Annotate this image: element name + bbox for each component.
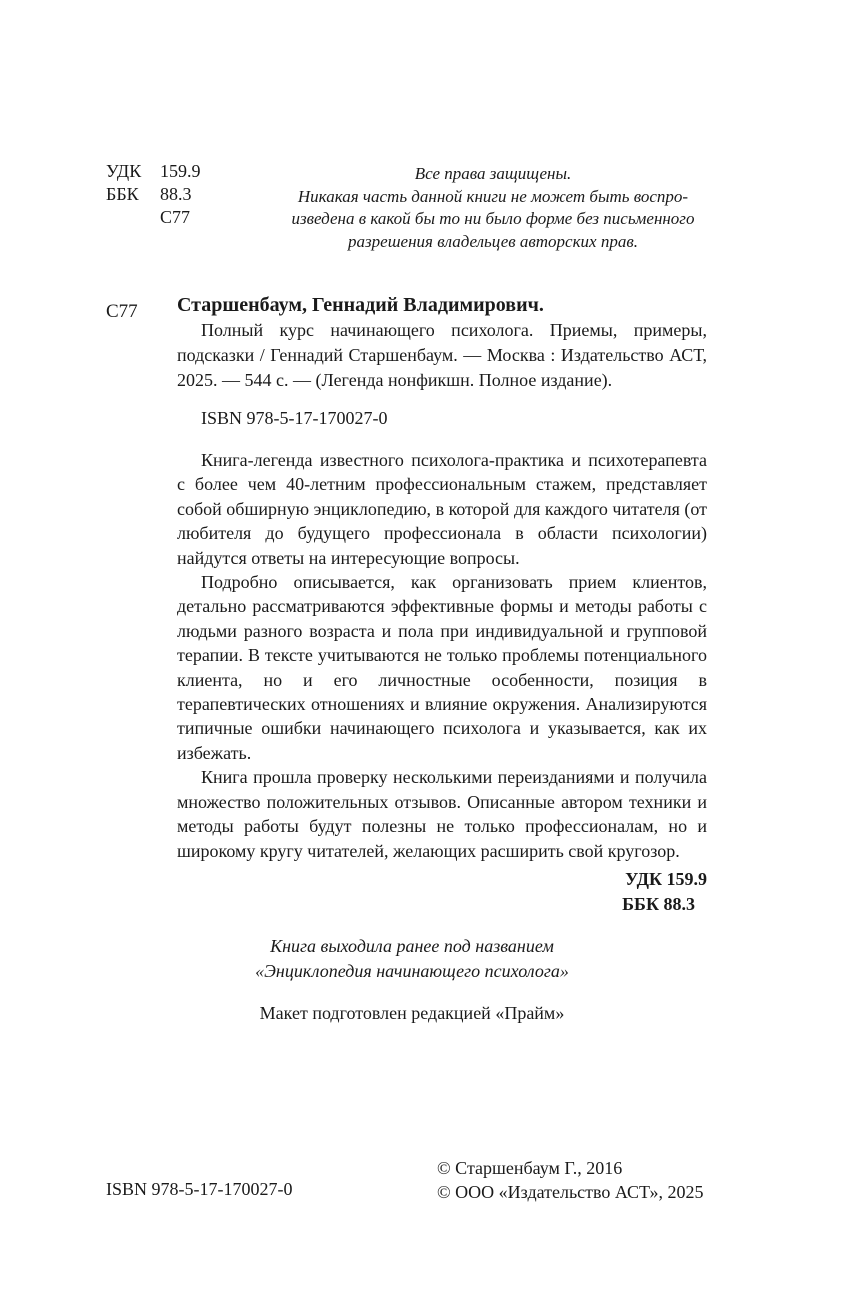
rights-notice — [268, 163, 718, 253]
bbk-code: ББК 88.3 — [622, 893, 695, 914]
previous-title-line-1: Книга выходила ранее под названием — [270, 936, 554, 956]
rights-line-3: изведена в какой бы то ни было форме без письменного — [291, 209, 695, 228]
copyright-block — [437, 1156, 704, 1204]
annotation — [177, 448, 707, 863]
bbk-value: 88.3 — [160, 184, 192, 204]
classification-codes — [106, 160, 201, 229]
udk-row — [106, 160, 201, 183]
footer-isbn: ISBN 978-5-17-170027-0 — [106, 1179, 293, 1199]
annotation-paragraph-3: Книга прошла проверку несколькими переизданиями и получила множество положительных отзывов. Описанные автором техники и методы работы будут полезны не только профессионалам, но и широкому кругу читателей, желающих расширить свой кругозор. — [177, 767, 707, 861]
rights-line-2: Никакая часть данной книги не может быть воспро- — [297, 186, 689, 206]
previous-title-line-2: «Энциклопедия начинающего психолога» — [255, 961, 569, 981]
bib-description: Полный курс начинающего психолога. Приемы, примеры, подсказки / Геннадий Старшенбаум. — Москва : Издательство АСТ, 2025. — 544 с. — (Легенда нонфикшн. Полное издание). — [177, 320, 707, 390]
udk-code: УДК 159.9 — [625, 868, 707, 889]
layout-credit: Макет подготовлен редакцией «Прайм» — [259, 1003, 565, 1023]
bbk-label: ББК — [106, 184, 139, 204]
rights-line-4: разрешения владельцев авторских прав. — [348, 231, 638, 251]
previous-title-note — [177, 934, 647, 984]
rights-line-1: Все права защищены. — [414, 164, 572, 183]
annotation-paragraph-2: Подробно описывается, как организовать прием клиентов, детально рассматриваются эффективные формы и методы работы с людьми разного возраста и пола при индивидуальной и групповой терапии. В тексте учитываются не только проблемы потенциального клиента, но и его личностные особенности, позиция в терапевтических отношениях и влияние окружения. Анализируются типичные ошибки начинающего психолога и указывается, как их избежать. — [177, 572, 707, 763]
classification-codes-bottom — [177, 867, 707, 917]
bibliographic-record — [177, 292, 707, 917]
author-sign-code: С77 — [160, 207, 191, 227]
copyright-publisher: © ООО «Издательство АСТ», 2025 — [437, 1182, 704, 1202]
udk-label: УДК — [106, 161, 142, 181]
bib-author-code: С77 — [106, 301, 138, 322]
author-heading: Старшенбаум, Геннадий Владимирович. — [177, 294, 544, 316]
annotation-paragraph-1: Книга-легенда известного психолога-практика и психотерапевта с более чем 40-летним профессиональным стажем, представляет собой обширную энциклопедию, в которой для каждого читателя (от любителя до будущего профессионала в области психологии) найдутся ответы на интересующие вопросы. — [177, 450, 707, 568]
bbk-row — [106, 183, 201, 206]
copyright-author: © Старшенбаум Г., 2016 — [437, 1158, 623, 1178]
udk-value: 159.9 — [160, 161, 201, 181]
isbn: ISBN 978-5-17-170027-0 — [201, 408, 388, 428]
